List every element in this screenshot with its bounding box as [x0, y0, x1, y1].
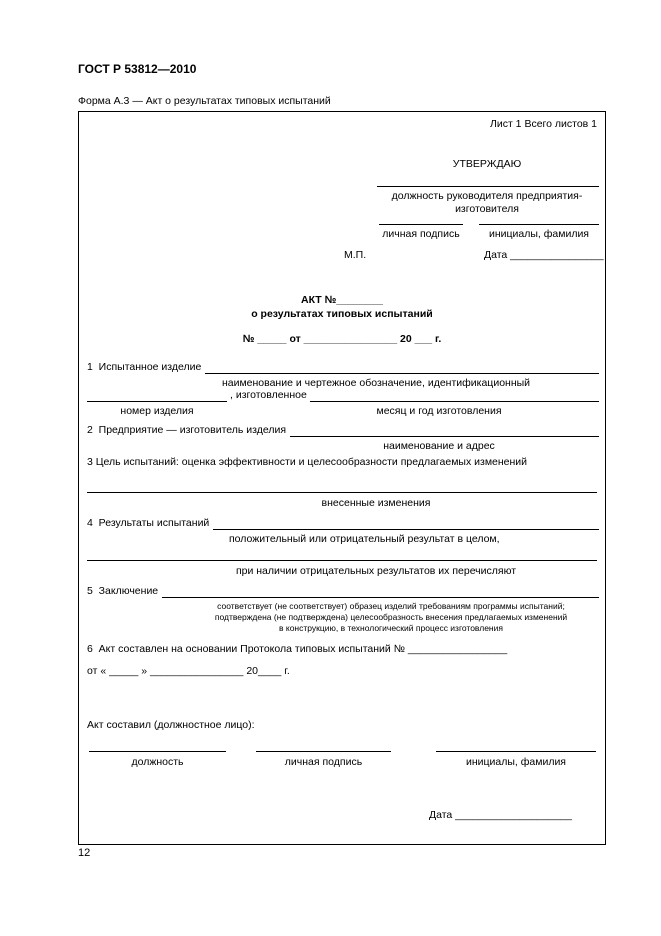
form-box: [78, 111, 606, 845]
act-title-line2: о результатах типовых испытаний: [251, 308, 433, 320]
item5-row: [87, 585, 599, 598]
item1-row2: [87, 389, 599, 402]
approval-signature-line: [379, 213, 463, 225]
item1-number-line: [87, 390, 227, 402]
item3-fill-line: [87, 481, 597, 493]
item5-caption2: подтверждена (не подтверждена) целесообразность внесения предлагаемых изменений: [214, 612, 568, 622]
composer-date-field: Дата ____________________: [429, 809, 572, 821]
item4-caption2: при наличии отрицательных результатов их перечисляют: [235, 565, 517, 577]
act-title-line1: АКТ №________: [300, 294, 383, 306]
approval-name-caption: инициалы, фамилия: [489, 228, 589, 240]
item1-date-line: [310, 390, 599, 402]
item4-fill-line: [213, 518, 599, 530]
item6-line1: 6 Акт составлен на основании Протокола типовых испытаний № _________________: [87, 643, 508, 655]
item2-caption: наименование и адрес: [383, 440, 495, 452]
composer-label: Акт составил (должностное лицо):: [87, 719, 255, 731]
item2-row: [87, 424, 599, 437]
composer-position-line: [89, 740, 226, 752]
item1-caption1: наименование и чертежное обозначение, идентификационный: [221, 377, 531, 389]
item5-caption3: в конструкцию, в технологический процесс изготовления: [279, 623, 503, 633]
item5-label: 5 Заключение: [87, 585, 159, 597]
approval-title: УТВЕРЖДАЮ: [452, 158, 522, 170]
item5-caption1: соответствует (не соответствует) образец изделий требованиям программы испытаний;: [217, 601, 565, 611]
item1-fill-line: [205, 362, 599, 374]
approval-position-caption: должность руководителя предприятия-изготовителя: [391, 190, 583, 215]
item4-caption1: положительный или отрицательный результат в целом,: [229, 533, 500, 545]
approval-signature-caption: личная подпись: [382, 228, 460, 240]
stamp-place-label: М.П.: [344, 249, 367, 261]
approval-date-field: Дата ________________: [484, 249, 604, 261]
gost-standard-number: ГОСТ Р 53812—2010: [78, 62, 197, 76]
item3-caption: внесенные изменения: [321, 497, 431, 509]
sheet-counter: Лист 1 Всего листов 1: [489, 118, 597, 130]
item2-fill-line: [290, 425, 599, 437]
composer-signature-caption: личная подпись: [284, 756, 363, 768]
approval-position-line: [377, 175, 599, 187]
act-number-line: № _____ от ________________ 20 ___ г.: [242, 333, 442, 345]
composer-position-caption: должность: [131, 756, 184, 768]
item5-captions: [179, 601, 603, 634]
form-title-caption: Форма А.3 — Акт о результатах типовых испытаний: [78, 95, 331, 107]
composer-name-line: [436, 740, 596, 752]
item1-middle-label: , изготовленное: [230, 389, 307, 401]
item5-fill-line: [162, 586, 599, 598]
item1-number-caption: номер изделия: [120, 405, 194, 417]
item3-label: 3 Цель испытаний: оценка эффективности и целесообразности предлагаемых изменений: [87, 456, 528, 468]
item1-label: 1 Испытанное изделие: [87, 361, 202, 373]
item4-label: 4 Результаты испытаний: [87, 517, 210, 529]
item2-label: 2 Предприятие — изготовитель изделия: [87, 424, 287, 436]
item1-date-caption: месяц и год изготовления: [376, 405, 502, 417]
page-number: 12: [78, 847, 91, 859]
item4-fill-line2: [87, 549, 597, 561]
approval-name-line: [479, 213, 599, 225]
item1-row: [87, 361, 599, 374]
composer-name-caption: инициалы, фамилия: [466, 756, 566, 768]
composer-signature-line: [256, 740, 391, 752]
item4-row: [87, 517, 599, 530]
item6-line2: от « _____ » ________________ 20____ г.: [87, 665, 290, 677]
